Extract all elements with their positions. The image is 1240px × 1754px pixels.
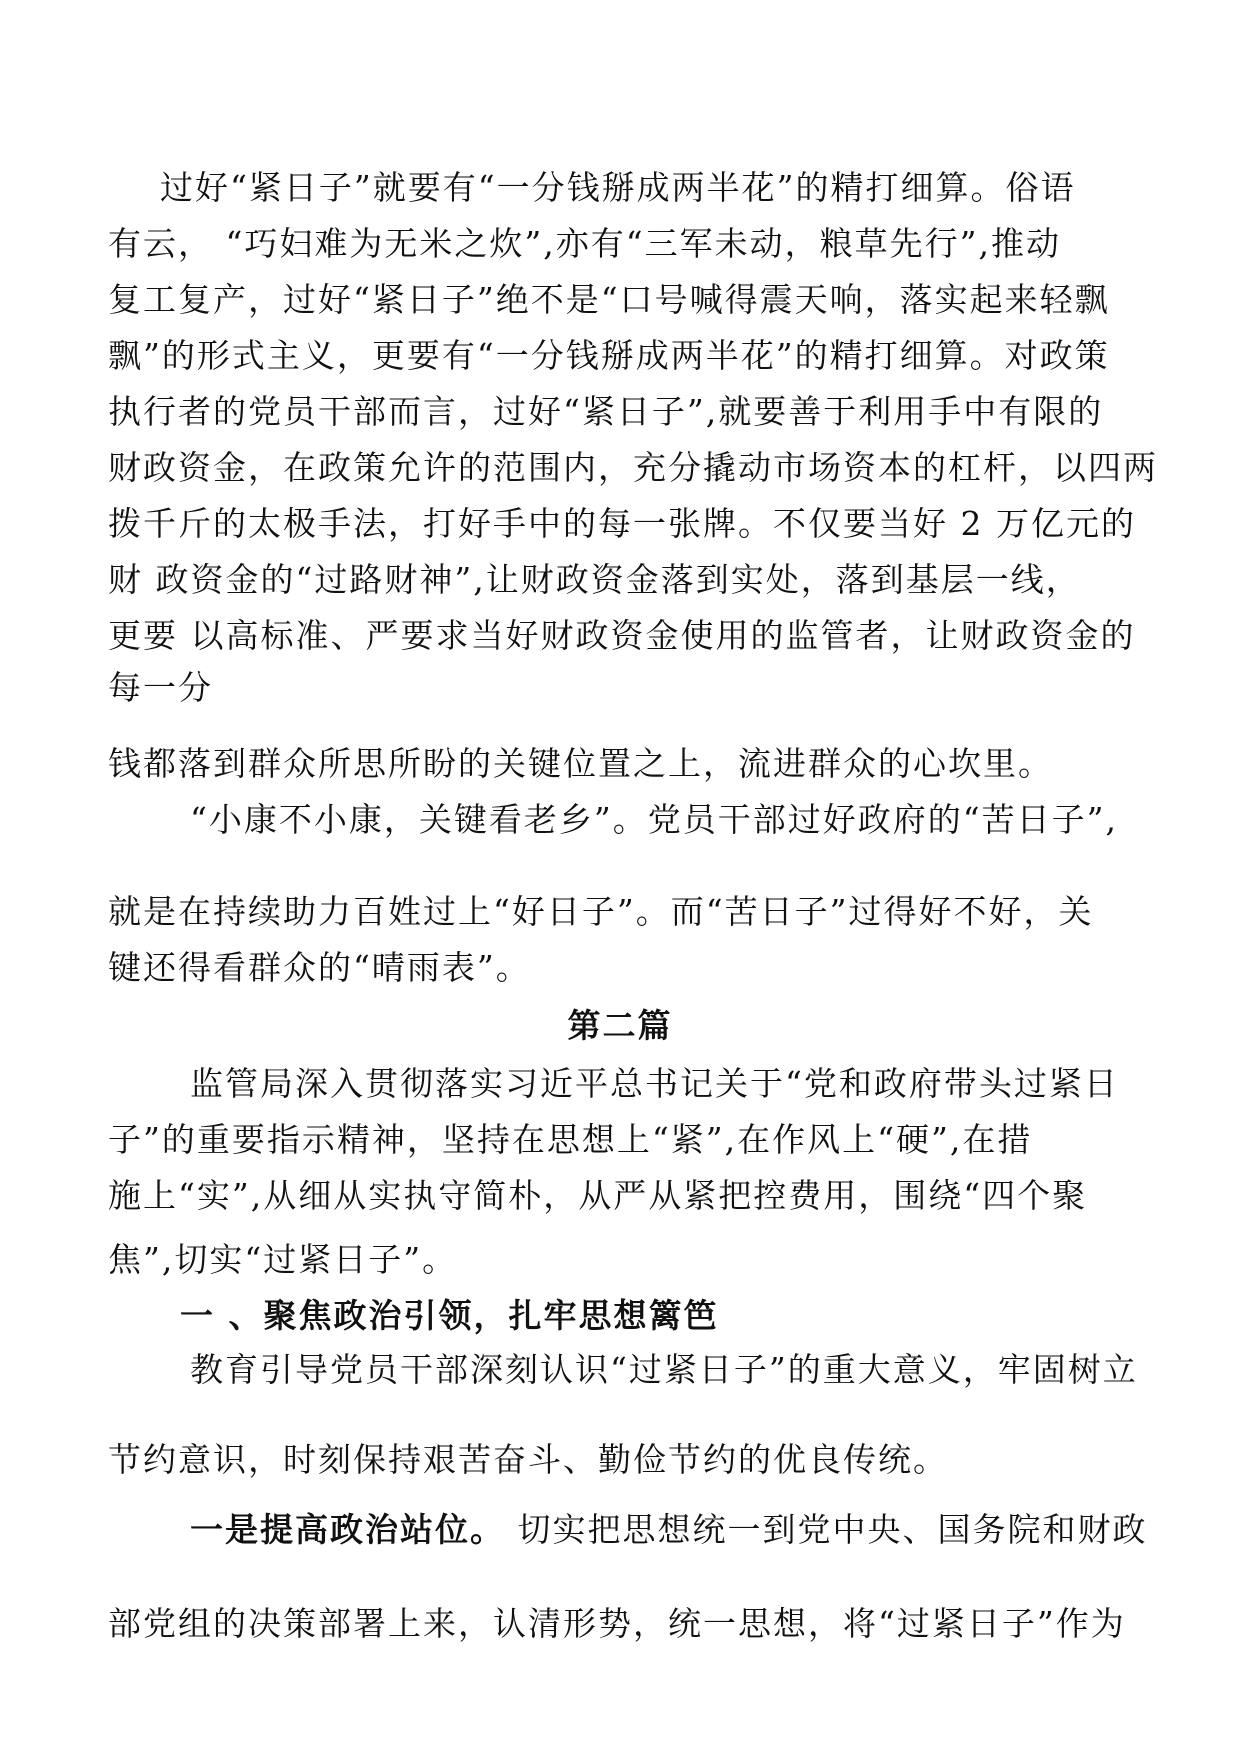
paragraph1-line-9: 更要 以高标准、严要求当好财政资金使用的监管者，让财政资金的	[108, 616, 1136, 655]
paragraph5-line-2: 部党组的决策部署上来，认清形势，统一思想，将“过紧日子”作为	[108, 1604, 1126, 1643]
paragraph1-line-10: 每一分	[108, 668, 213, 707]
paragraph3-line-1: 监管局深入贯彻落实习近平总书记关于“党和政府带头过紧日	[190, 1064, 1119, 1103]
section-title: 第二篇	[567, 1006, 673, 1045]
paragraph3-line-4: 焦”,切实“过紧日子”。	[108, 1240, 458, 1279]
heading-1: 一 、聚焦政治引领，扎牢思想篱笆	[180, 1296, 719, 1335]
paragraph1-line-6: 财政资金，在政策允许的范围内，充分撬动市场资本的杠杆，以四两	[108, 448, 1158, 487]
paragraph2-line-1: “小康不小康，关键看老乡”。党员干部过好政府的“苦日子”,	[190, 800, 1118, 839]
paragraph2-line-3: 键还得看群众的“晴雨表”。	[108, 948, 531, 987]
paragraph3-line-2: 子”的重要指示精神，坚持在思想上“紧”,在作风上“硬”,在措	[108, 1120, 1033, 1159]
paragraph1-line-4: 飘”的形式主义，更要有“一分钱掰成两半花”的精打细算。对政策	[108, 336, 1110, 375]
paragraph4-line-1: 教育引导党员干部深刻认识“过紧日子”的重大意义，牢固树立	[190, 1350, 1138, 1389]
paragraph4-line-2: 节约意识，时刻保持艰苦奋斗、勤俭节约的优良传统。	[108, 1440, 948, 1479]
paragraph1-line-3: 复工复产，过好“紧日子”绝不是“口号喊得震天响，落实起来轻飘	[108, 280, 1110, 319]
paragraph3-line-3: 施上“实”,从细从实执守简朴，从严从紧把控费用，围绕“四个聚	[108, 1176, 1088, 1215]
paragraph1-line-11: 钱都落到群众所思所盼的关键位置之上，流进群众的心坎里。	[108, 744, 1053, 783]
paragraph5-line-1	[190, 1510, 1148, 1550]
paragraph1-line-2: 有云， “巧妇难为无米之炊”,亦有“三军未动，粮草先行”,推动	[108, 224, 1061, 263]
paragraph1-line-8: 财 政资金的“过路财神”,让财政资金落到实处，落到基层一线，	[108, 560, 1081, 599]
paragraph1-line-7: 拨千斤的太极手法，打好手中的每一张牌。不仅要当好 2 万亿元的	[108, 504, 1136, 543]
paragraph5-bold-lead: 一是提高政治站位。	[190, 1510, 505, 1549]
paragraph2-line-2: 就是在持续助力百姓过上“好日子”。而“苦日子”过得好不好，关	[108, 892, 1094, 931]
paragraph1-line-5: 执行者的党员干部而言，过好“紧日子”,就要善于利用手中有限的	[108, 392, 1104, 431]
paragraph1-line-1: 过好“紧日子”就要有“一分钱掰成两半花”的精打细算。俗语	[160, 168, 1076, 207]
paragraph5-line-1-text: 切实把思想统一到党中央、国务院和财政	[505, 1510, 1148, 1549]
